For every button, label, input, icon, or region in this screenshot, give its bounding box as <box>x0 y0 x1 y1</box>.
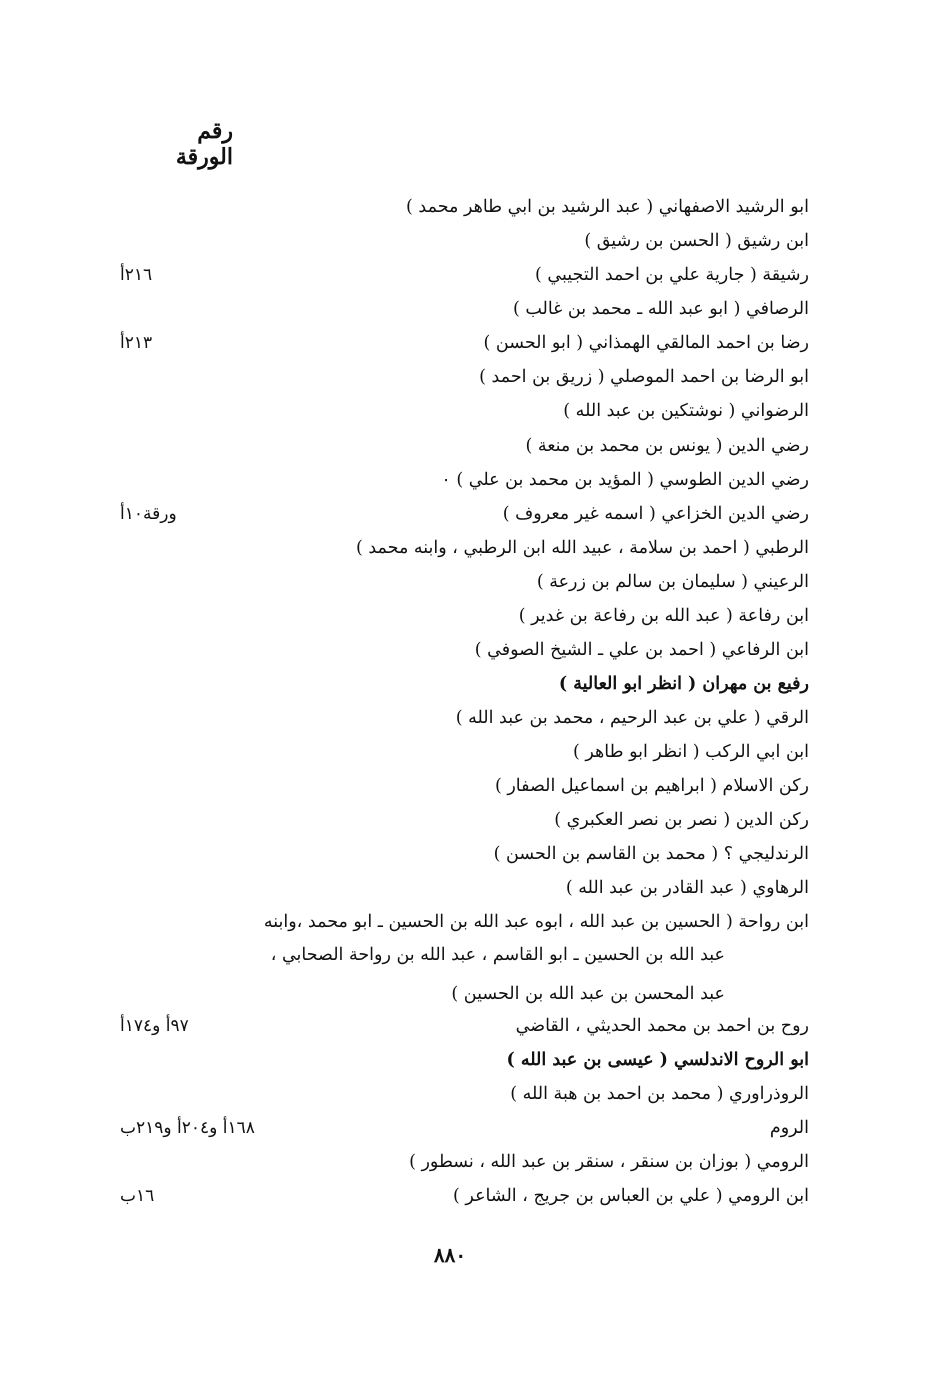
folio-reference: ١٦ب <box>120 1186 155 1206</box>
index-entry: ابن رفاعة ( عبد الله بن رفاعة بن غدير ) <box>518 606 809 626</box>
index-entry: الرطبي ( احمد بن سلامة ، عبيد الله ابن الرطبي ، وابنه محمد ) <box>355 538 809 558</box>
folio-reference: ٢١٣أ <box>120 333 153 353</box>
index-entry: الرضواني ( نوشتكين بن عبد الله ) <box>563 401 809 421</box>
index-entry: الرومي ( بوزان بن سنقر ، سنقر بن عبد الله ، نسطور ) <box>409 1152 809 1172</box>
index-entry: ابو الرضا بن احمد الموصلي ( زريق بن احمد ) <box>479 367 809 387</box>
index-entry: الرهاوي ( عبد القادر بن عبد الله ) <box>565 878 809 898</box>
index-entry: رضي الدين الخزاعي ( اسمه غير معروف ) <box>502 504 809 524</box>
index-entry: عبد المحسن بن عبد الله بن الحسين ) <box>451 984 725 1004</box>
page-number: ٨٨٠ <box>433 1243 467 1267</box>
index-entry: رضي الدين ( يونس بن محمد بن منعة ) <box>525 436 809 456</box>
index-entry: عبد الله بن الحسين ـ ابو القاسم ، عبد الله بن رواحة الصحابي ، <box>270 945 725 965</box>
index-entry: رشيقة ( جارية علي بن احمد التجيبي ) <box>535 265 809 285</box>
index-entry: ابن الرفاعي ( احمد بن علي ـ الشيخ الصوفي ) <box>474 640 809 660</box>
index-entry: ابن ابي الركب ( انظر ابو طاهر ) <box>573 742 809 762</box>
column-header-folio-number: رقم الورقة <box>175 118 233 170</box>
index-entry: روح بن احمد بن محمد الحديثي ، القاضي <box>515 1016 809 1036</box>
index-entry: رفيع بن مهران ( انظر ابو العالية ) <box>558 674 809 694</box>
index-entry: ركن الدين ( نصر بن نصر العكبري ) <box>554 810 809 830</box>
index-entry: الرقي ( علي بن عبد الرحيم ، محمد بن عبد الله ) <box>455 708 809 728</box>
folio-reference: ورقة١٠أ <box>120 504 177 524</box>
index-entry: ابن الرومي ( علي بن العباس بن جريج ، الشاعر ) <box>453 1186 809 1206</box>
index-entry: الرندليجي ؟ ( محمد بن القاسم بن الحسن ) <box>493 844 809 864</box>
index-entry: رضا بن احمد المالقي الهمذاني ( ابو الحسن ) <box>483 333 809 353</box>
index-entry: الرعيني ( سليمان بن سالم بن زرعة ) <box>536 572 809 592</box>
folio-reference: ١٦٨أ و٢٠٤أ و٢١٩ب <box>120 1118 255 1138</box>
index-entry: ابن رواحة ( الحسين بن عبد الله ، ابوه عبد الله بن الحسين ـ ابو محمد ،وابنه <box>263 912 809 932</box>
folio-reference: ٩٧أ و١٧٤أ <box>120 1016 189 1036</box>
index-entry: ابن رشيق ( الحسن بن رشيق ) <box>584 231 809 251</box>
folio-reference: ٢١٦أ <box>120 265 153 285</box>
index-entry: ابو الروح الاندلسي ( عيسى بن عبد الله ) <box>506 1050 809 1070</box>
index-entry: الروذراوري ( محمد بن احمد بن هبة الله ) <box>510 1084 809 1104</box>
index-entry: رضي الدين الطوسي ( المؤيد بن محمد بن علي ) ٠ <box>441 470 809 490</box>
index-entry: ابو الرشيد الاصفهاني ( عبد الرشيد بن ابي طاهر محمد ) <box>406 197 809 217</box>
index-entry: الروم <box>769 1118 809 1138</box>
index-entry: ركن الاسلام ( ابراهيم بن اسماعيل الصفار ) <box>494 776 809 796</box>
index-entry: الرصافي ( ابو عبد الله ـ محمد بن غالب ) <box>512 299 809 319</box>
